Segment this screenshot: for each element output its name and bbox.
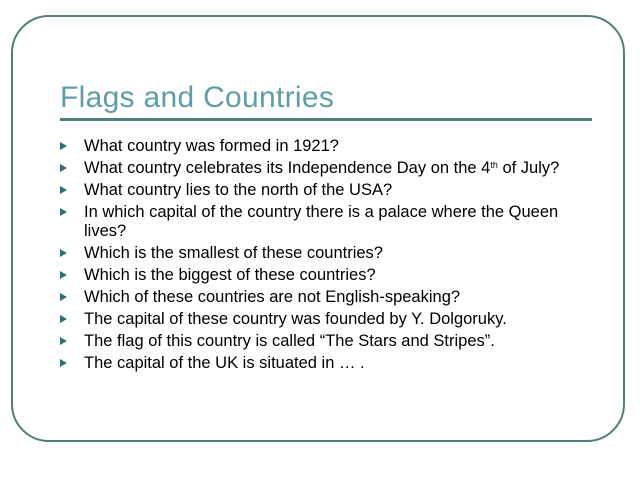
list-item [60, 181, 580, 200]
list-item [60, 266, 580, 285]
list-item [60, 332, 580, 351]
list-item [60, 203, 580, 241]
bullet-icon [60, 337, 67, 345]
question-text: Which is the biggest of these countries? [84, 266, 376, 284]
bullet-icon [60, 249, 67, 257]
question-text: Which is the smallest of these countries? [84, 244, 383, 262]
bullet-icon [60, 186, 67, 194]
bullet-icon [60, 271, 67, 279]
question-text: What country was formed in 1921? [84, 137, 339, 155]
list-item [60, 137, 580, 156]
title-divider [60, 118, 592, 121]
bullet-icon [60, 142, 67, 150]
bullet-icon [60, 164, 67, 172]
list-item [60, 354, 580, 373]
list-item [60, 288, 580, 307]
bullet-icon [60, 315, 67, 323]
slide-title: Flags and Countries [60, 81, 335, 114]
ordinal-suffix: th [490, 160, 498, 170]
question-text: What country lies to the north of the USA? [84, 181, 393, 199]
question-text: Which of these countries are not English-speaking? [84, 288, 461, 306]
question-text: The flag of this country is called “The Stars and Stripes”. [84, 332, 495, 350]
question-text: What country celebrates its Independence Day on the 4 [84, 159, 491, 177]
bullet-icon [60, 359, 67, 367]
question-text-continued: of July? [497, 159, 560, 177]
list-item [60, 244, 580, 263]
question-text: In which capital of the country there is a palace where the Queen lives? [84, 203, 559, 240]
question-list [60, 137, 580, 376]
question-text: The capital of the UK is situated in … . [84, 354, 365, 372]
list-item [60, 310, 580, 329]
bullet-icon [60, 208, 67, 216]
list-item [60, 159, 580, 178]
bullet-icon [60, 293, 67, 301]
question-text: The capital of these country was founded by Y. Dolgoruky. [84, 310, 507, 328]
